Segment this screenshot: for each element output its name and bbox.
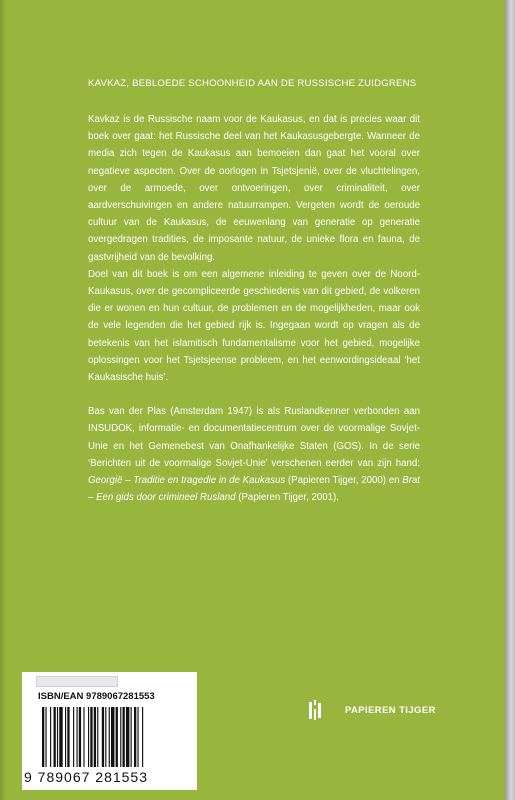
author-bio (88, 403, 420, 506)
barcode-digits: 9 789067 281553 (24, 769, 148, 785)
barcode-bar (97, 707, 98, 767)
barcode-bar (102, 707, 104, 767)
barcode-bar (65, 707, 66, 767)
barcode-bar (111, 707, 114, 767)
barcode-bar (94, 707, 96, 767)
barcode-bar (54, 707, 56, 767)
barcode-bar (42, 707, 44, 767)
description-paragraph-2: Doel van dit boek is om een algemene inleiding te geven over de Noord-Kaukasus, over de gecompliceerde geschiedenis van dit gebied, de volkeren die er wonen en hun cultuur, de problemen en de mogelijkheden, maar ook de vele legenden die het gebied rijk is. Ingegaan wordt op vragen als de betekenis van het islamitisch fundamentalisme voor het gebied, mogelijke oplossingen voor het Tsjetsjeense probleem, en het eenwordingsideaal ‘het Kaukasische huis’. (88, 268, 420, 384)
barcode-bar (109, 707, 110, 767)
spine-shadow (0, 0, 6, 800)
barcode-bar (90, 707, 92, 767)
barcode-bar (120, 707, 121, 767)
barcode-bar (57, 707, 58, 767)
description-paragraph-1: Kavkaz is de Russische naam voor de Kaukasus, en dat is precies waar dit boek over gaat: het Russische deel van het Kaukasusgebergte. Wanneer de media zich tegen de Kaukasus aan bemoeien dan gaat het vooral over negatieve aspecten. Over de oorlogen in Tsjetsjenië, over de vluchtelingen, over de armoede, over ontvoeringen, over criminaliteit, over aardverschuivingen en andere natuurrampen. Vergeten wordt de oeroude cultuur van de Kaukasus, de eeuwenlang van generatie op generatie overgedragen tradities, de imposante natuur, de unieke flora en fauna, de gastvrijheid van de bevolking. (88, 114, 420, 263)
barcode-bar (73, 707, 74, 767)
barcode-bar (116, 707, 118, 767)
bio-note-2: (Papieren Tijger, 2001). (235, 492, 339, 504)
price-sticker-strip (36, 676, 118, 687)
barcode-bar (131, 707, 132, 767)
bio-note-1: (Papieren Tijger, 2000) en (285, 475, 403, 487)
barcode-bar (79, 707, 81, 767)
barcode-bar (123, 707, 125, 767)
barcode-bar (142, 707, 143, 767)
headline: KAVKAZ, BEBLOEDE SCHOONHEID AAN DE RUSSISCHE ZUIDGRENS (88, 78, 417, 89)
page-edge (505, 0, 515, 800)
barcode-bar (59, 707, 62, 767)
barcode-bar (137, 707, 138, 767)
cover-text (88, 78, 420, 506)
publisher-name: PAPIEREN TIJGER (345, 705, 436, 716)
bio-text: Bas van der Plas (Amsterdam 1947) is als Ruslandkenner verbonden aan INSUDOK, informatie- en documentatiecentrum over de voormalige Sovjet-Unie en het Gemenebest van Onafhankelijke Staten (GOS). In de serie ‘Berichten uit de voormalige Sovjet-Unie’ verschenen eerder van zijn hand: (88, 406, 420, 469)
barcode-bar (126, 707, 129, 767)
barcode-bar (67, 707, 69, 767)
barcode-bar (134, 707, 136, 767)
barcode-bar (88, 707, 89, 767)
isbn-text: ISBN/EAN 9789067281553 (38, 691, 155, 702)
book-title-georgie: Georgië – Traditie en tragedie in de Kaukasus (88, 475, 286, 487)
barcode-bar (105, 707, 106, 767)
publisher-logo-icon (308, 700, 324, 720)
barcode-bar (50, 707, 51, 767)
barcode-bar (45, 707, 46, 767)
barcode-bars (42, 707, 180, 767)
book-title-brat: Brat – Een gids door crimineel Rusland (88, 475, 421, 504)
barcode-bar (77, 707, 78, 767)
barcode-bar (83, 707, 84, 767)
